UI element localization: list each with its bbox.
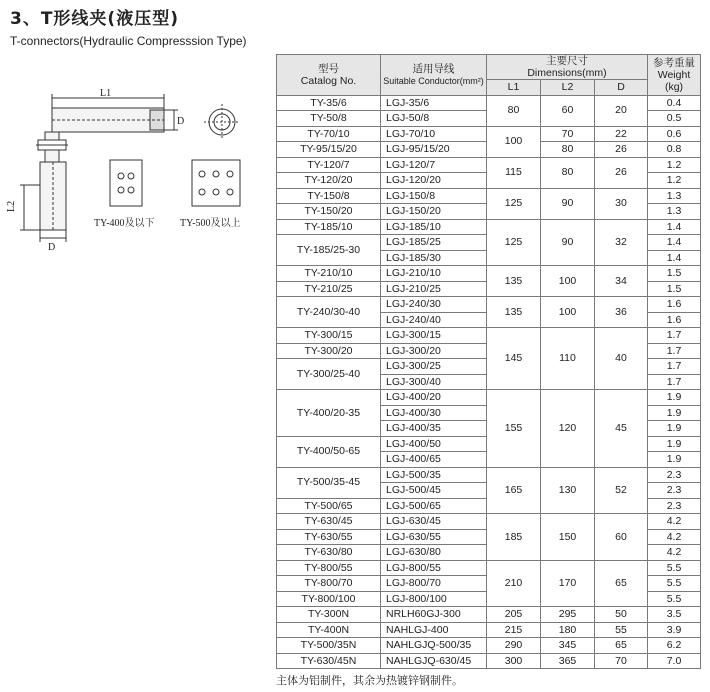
dim-l2: 100 [541, 297, 595, 328]
d-label-bottom: D [48, 242, 56, 253]
catalog-no: TY-300/20 [277, 343, 381, 359]
weight: 3.9 [648, 622, 701, 638]
catalog-no: TY-800/70 [277, 576, 381, 592]
table-row [277, 390, 701, 406]
conductor: LGJ-500/65 [381, 498, 487, 514]
dim-d: 26 [595, 157, 648, 188]
weight: 0.8 [648, 142, 701, 158]
conductor: LGJ-300/40 [381, 374, 487, 390]
catalog-no: TY-400/20-35 [277, 390, 381, 437]
table-row [277, 157, 701, 173]
catalog-no: TY-800/55 [277, 560, 381, 576]
conductor: LGJ-50/8 [381, 111, 487, 127]
dim-l1: 185 [487, 514, 541, 561]
catalog-no: TY-120/20 [277, 173, 381, 189]
weight: 1.5 [648, 281, 701, 297]
dim-l1: 80 [487, 95, 541, 126]
conductor: LGJ-300/15 [381, 328, 487, 344]
dim-l1: 165 [487, 467, 541, 514]
weight: 2.3 [648, 483, 701, 499]
catalog-no: TY-500/65 [277, 498, 381, 514]
dim-d: 32 [595, 219, 648, 266]
catalog-no: TY-150/8 [277, 188, 381, 204]
dim-d: 34 [595, 266, 648, 297]
conductor: LGJ-400/50 [381, 436, 487, 452]
weight: 0.4 [648, 95, 701, 111]
conductor: LGJ-800/55 [381, 560, 487, 576]
dim-d: 50 [595, 607, 648, 623]
weight: 1.4 [648, 235, 701, 251]
conductor: LGJ-35/6 [381, 95, 487, 111]
conductor: NAHLGJQ-630/45 [381, 653, 487, 669]
dim-l2: 295 [541, 607, 595, 623]
weight: 1.7 [648, 328, 701, 344]
weight: 4.2 [648, 514, 701, 530]
conductor: LGJ-800/70 [381, 576, 487, 592]
catalog-no: TY-400N [277, 622, 381, 638]
dim-l1: 115 [487, 157, 541, 188]
dim-d: 45 [595, 390, 648, 468]
conductor: LGJ-500/35 [381, 467, 487, 483]
weight: 1.2 [648, 157, 701, 173]
t-connector-drawing [0, 80, 270, 280]
weight: 7.0 [648, 653, 701, 669]
conductor: LGJ-210/10 [381, 266, 487, 282]
conductor: LGJ-95/15/20 [381, 142, 487, 158]
weight: 5.5 [648, 591, 701, 607]
weight: 3.5 [648, 607, 701, 623]
dim-d: 22 [595, 126, 648, 142]
l1-label: L1 [100, 88, 112, 99]
table-row [277, 653, 701, 669]
header-conductor: 适用导线 Suitable Conductor(mm²) [381, 55, 487, 96]
dim-l2: 80 [541, 157, 595, 188]
weight: 4.2 [648, 545, 701, 561]
catalog-no: TY-630/45 [277, 514, 381, 530]
dim-l1: 210 [487, 560, 541, 607]
catalog-no: TY-630/45N [277, 653, 381, 669]
dim-l1: 135 [487, 297, 541, 328]
dim-l1: 135 [487, 266, 541, 297]
dim-d: 36 [595, 297, 648, 328]
catalog-no: TY-400/50-65 [277, 436, 381, 467]
conductor: LGJ-300/25 [381, 359, 487, 375]
dim-l1: 145 [487, 328, 541, 390]
dim-l1: 300 [487, 653, 541, 669]
weight: 1.9 [648, 390, 701, 406]
dim-d: 60 [595, 514, 648, 561]
dim-d: 20 [595, 95, 648, 126]
dim-d: 40 [595, 328, 648, 390]
dim-d: 26 [595, 142, 648, 158]
page-title: 3、T形线夹(液压型) [10, 9, 179, 29]
dim-l1: 290 [487, 638, 541, 654]
weight: 1.9 [648, 405, 701, 421]
weight: 1.9 [648, 436, 701, 452]
table-row [277, 638, 701, 654]
table-row [277, 622, 701, 638]
weight: 2.3 [648, 498, 701, 514]
catalog-no: TY-500/35N [277, 638, 381, 654]
dim-l1: 215 [487, 622, 541, 638]
weight: 2.3 [648, 467, 701, 483]
table-row [277, 297, 701, 313]
dim-l1: 205 [487, 607, 541, 623]
table-row [277, 328, 701, 344]
weight: 1.5 [648, 266, 701, 282]
dim-l2: 120 [541, 390, 595, 468]
conductor: LGJ-300/20 [381, 343, 487, 359]
header-l2: L2 [541, 80, 595, 96]
catalog-no: TY-50/8 [277, 111, 381, 127]
dim-d: 65 [595, 560, 648, 607]
dim-d: 70 [595, 653, 648, 669]
catalog-no: TY-210/25 [277, 281, 381, 297]
header-l1: L1 [487, 80, 541, 96]
table-row [277, 607, 701, 623]
catalog-no: TY-95/15/20 [277, 142, 381, 158]
dim-l2: 365 [541, 653, 595, 669]
conductor: LGJ-800/100 [381, 591, 487, 607]
conductor: LGJ-240/40 [381, 312, 487, 328]
dim-l1: 155 [487, 390, 541, 468]
conductor: LGJ-400/65 [381, 452, 487, 468]
header-weight: 参考重量 Weight (kg) [648, 55, 701, 96]
weight: 1.7 [648, 374, 701, 390]
catalog-no: TY-630/55 [277, 529, 381, 545]
table-row [277, 560, 701, 576]
conductor: LGJ-210/25 [381, 281, 487, 297]
l2-label: L2 [6, 200, 17, 212]
dim-d: 52 [595, 467, 648, 514]
page-subtitle: T-connectors(Hydraulic Compresssion Type) [10, 34, 247, 48]
table-row [277, 95, 701, 111]
weight: 0.5 [648, 111, 701, 127]
conductor: LGJ-150/8 [381, 188, 487, 204]
dim-l2: 170 [541, 560, 595, 607]
catalog-no: TY-500/35-45 [277, 467, 381, 498]
weight: 1.4 [648, 250, 701, 266]
dim-d: 55 [595, 622, 648, 638]
conductor: NAHLGJ-400 [381, 622, 487, 638]
dim-l2: 100 [541, 266, 595, 297]
weight: 1.4 [648, 219, 701, 235]
table-row [277, 467, 701, 483]
conductor: LGJ-630/45 [381, 514, 487, 530]
catalog-no: TY-120/7 [277, 157, 381, 173]
header-model: 型号 Catalog No. [277, 55, 381, 96]
dim-l2: 130 [541, 467, 595, 514]
catalog-no: TY-630/80 [277, 545, 381, 561]
weight: 1.7 [648, 343, 701, 359]
catalog-no: TY-800/100 [277, 591, 381, 607]
catalog-no: TY-185/10 [277, 219, 381, 235]
conductor: LGJ-185/10 [381, 219, 487, 235]
conductor: LGJ-400/30 [381, 405, 487, 421]
dim-l2: 180 [541, 622, 595, 638]
table-row [277, 188, 701, 204]
conductor: LGJ-185/25 [381, 235, 487, 251]
weight: 5.5 [648, 576, 701, 592]
conductor: LGJ-400/35 [381, 421, 487, 437]
dim-l1: 125 [487, 219, 541, 266]
dim-d: 65 [595, 638, 648, 654]
weight: 1.6 [648, 297, 701, 313]
conductor: LGJ-240/30 [381, 297, 487, 313]
table-row [277, 219, 701, 235]
catalog-no: TY-300/15 [277, 328, 381, 344]
conductor: LGJ-400/20 [381, 390, 487, 406]
dim-l2: 60 [541, 95, 595, 126]
conductor: LGJ-185/30 [381, 250, 487, 266]
conductor: NAHLGJQ-500/35 [381, 638, 487, 654]
dim-l1: 100 [487, 126, 541, 157]
catalog-no: TY-185/25-30 [277, 235, 381, 266]
conductor: LGJ-120/20 [381, 173, 487, 189]
catalog-no: TY-70/10 [277, 126, 381, 142]
weight: 5.5 [648, 560, 701, 576]
footnote: 主体为铝制件，其余为热镀锌钢制件。 [276, 674, 463, 687]
dim-l2: 345 [541, 638, 595, 654]
header-dimensions: 主要尺寸 Dimensions(mm) [487, 55, 648, 80]
dim-l2: 150 [541, 514, 595, 561]
catalog-no: TY-210/10 [277, 266, 381, 282]
d-label-right: D [177, 116, 185, 127]
conductor: LGJ-630/80 [381, 545, 487, 561]
caption-ty500: TY-500及以上 [180, 218, 241, 229]
conductor: LGJ-120/7 [381, 157, 487, 173]
dim-d: 30 [595, 188, 648, 219]
dim-l2: 90 [541, 219, 595, 266]
weight: 1.9 [648, 452, 701, 468]
weight: 1.9 [648, 421, 701, 437]
catalog-no: TY-35/6 [277, 95, 381, 111]
table-row [277, 126, 701, 142]
catalog-no: TY-300/25-40 [277, 359, 381, 390]
catalog-no: TY-300N [277, 607, 381, 623]
header-d: D [595, 80, 648, 96]
weight: 1.2 [648, 173, 701, 189]
conductor: LGJ-70/10 [381, 126, 487, 142]
dim-l2: 70 [541, 126, 595, 142]
conductor: NRLH60GJ-300 [381, 607, 487, 623]
weight: 1.3 [648, 188, 701, 204]
conductor: LGJ-630/55 [381, 529, 487, 545]
dim-l2: 110 [541, 328, 595, 390]
weight: 1.3 [648, 204, 701, 220]
caption-ty400: TY-400及以下 [94, 218, 155, 229]
weight: 1.6 [648, 312, 701, 328]
table-row [277, 514, 701, 530]
spec-table [276, 54, 701, 669]
catalog-no: TY-240/30-40 [277, 297, 381, 328]
dim-l2: 90 [541, 188, 595, 219]
dim-l1: 125 [487, 188, 541, 219]
weight: 1.7 [648, 359, 701, 375]
weight: 6.2 [648, 638, 701, 654]
conductor: LGJ-150/20 [381, 204, 487, 220]
weight: 4.2 [648, 529, 701, 545]
dim-l2: 80 [541, 142, 595, 158]
conductor: LGJ-500/45 [381, 483, 487, 499]
table-row [277, 266, 701, 282]
weight: 0.6 [648, 126, 701, 142]
catalog-no: TY-150/20 [277, 204, 381, 220]
